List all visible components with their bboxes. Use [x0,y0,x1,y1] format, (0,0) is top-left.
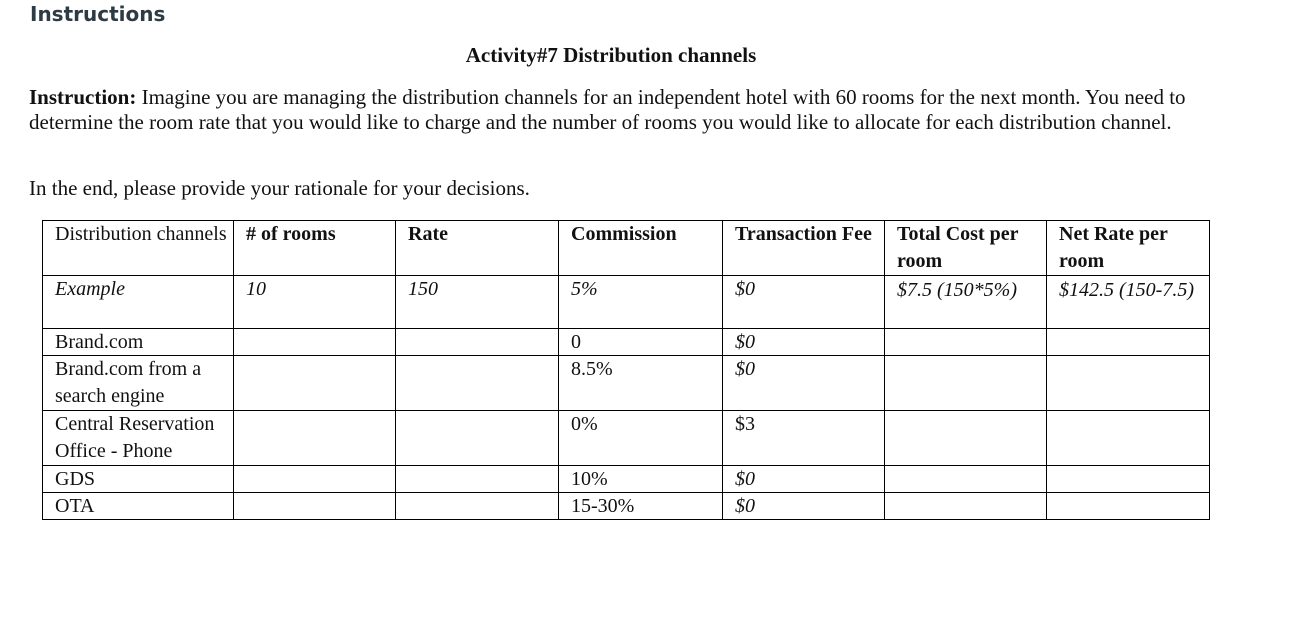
cell-rate [396,493,559,520]
cell-channel: OTA [43,493,234,520]
cell-rooms [234,356,396,411]
cell-commission: 5% [559,276,723,329]
header-net-rate: Net Rate per room [1047,221,1210,276]
cell-rooms [234,466,396,493]
table-row-example [43,276,1210,329]
table-row [43,329,1210,356]
cell-commission: 0 [559,329,723,356]
header-rate: Rate [396,221,559,276]
cell-net-rate [1047,466,1210,493]
header-total-cost: Total Cost per room [885,221,1047,276]
header-commission: Commission [559,221,723,276]
cell-net-rate [1047,329,1210,356]
cell-fee: $0 [723,466,885,493]
cell-net-rate [1047,411,1210,466]
net-rate-value: $142.5 (150-7.5) [1059,279,1194,301]
cell-channel: Example [43,276,234,329]
section-header: Instructions [30,2,166,26]
header-transaction-fee: Transaction Fee [723,221,885,276]
cell-rate: 150 [396,276,559,329]
cell-channel: GDS [43,466,234,493]
instruction-text: Imagine you are managing the distribution channels for an independent hotel with 60 rooms for the next month. You need to determine the room rate that you would like to charge and the number of rooms you would like to allocate for each distribution channel. [29,85,1186,134]
cell-channel: Brand.com [43,329,234,356]
cell-total-cost [885,329,1047,356]
header-rooms: # of rooms [234,221,396,276]
instruction-paragraph [29,85,1229,134]
cell-commission: 10% [559,466,723,493]
cell-channel: Central Reservation Office - Phone [43,411,234,466]
cell-rate [396,411,559,466]
header-distribution-channels: Distribution channels [43,221,234,276]
table-header-row [43,221,1210,276]
cell-total-cost [885,356,1047,411]
cell-commission: 0% [559,411,723,466]
cell-total-cost [885,493,1047,520]
cell-total-cost [885,276,1047,329]
cell-fee: $3 [723,411,885,466]
cell-total-cost [885,411,1047,466]
table-row [43,411,1210,466]
cell-rate [396,356,559,411]
cell-rooms [234,493,396,520]
closing-paragraph: In the end, please provide your rationale for your decisions. [29,176,530,200]
table-row [43,493,1210,520]
cell-rooms [234,329,396,356]
cell-commission: 15-30% [559,493,723,520]
cell-fee: $0 [723,329,885,356]
cell-fee: $0 [723,493,885,520]
cell-rate [396,466,559,493]
cell-channel: Brand.com from a search engine [43,356,234,411]
cell-fee: $0 [723,356,885,411]
cell-rooms [234,411,396,466]
table-row [43,466,1210,493]
cell-net-rate [1047,276,1210,329]
cell-net-rate [1047,356,1210,411]
cell-fee: $0 [723,276,885,329]
cell-commission: 8.5% [559,356,723,411]
table-row [43,356,1210,411]
distribution-channels-table [42,220,1210,520]
activity-title: Activity#7 Distribution channels [465,43,757,67]
instruction-label: Instruction: [29,85,137,109]
total-cost-value: $7.5 (150*5%) [897,279,1017,301]
cell-net-rate [1047,493,1210,520]
cell-rooms: 10 [234,276,396,329]
cell-rate [396,329,559,356]
cell-total-cost [885,466,1047,493]
